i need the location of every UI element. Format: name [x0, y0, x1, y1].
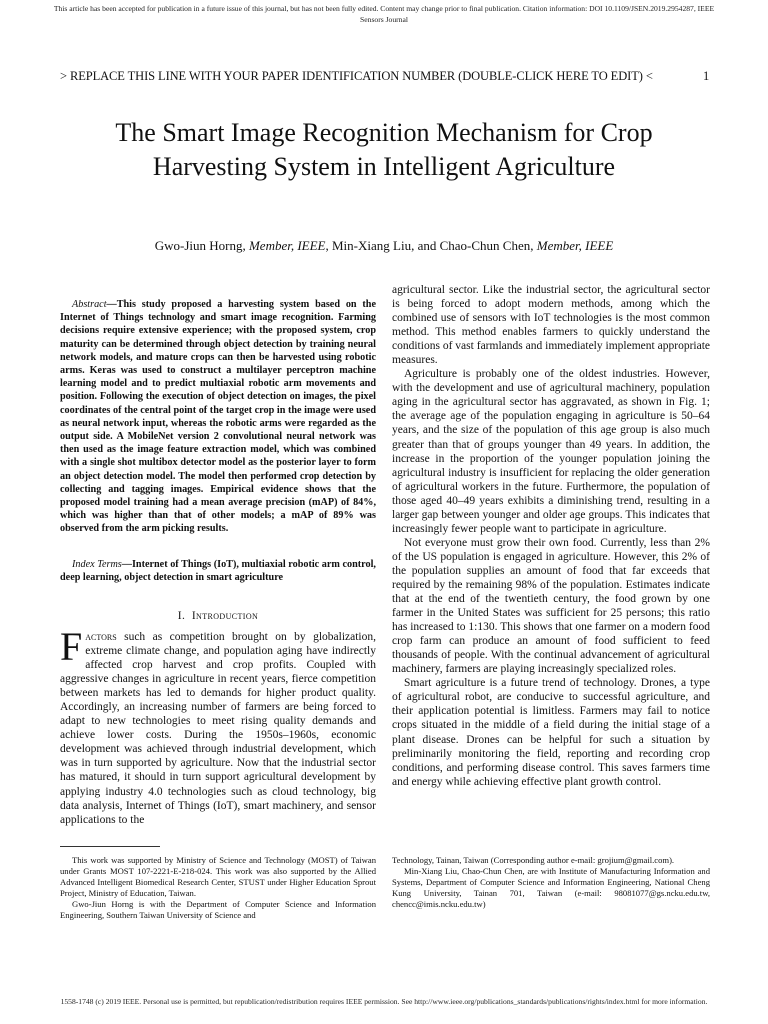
- abstract-text: —This study proposed a harvesting system based on the Internet of Things technology and smart image recognition. Farming decisions require extensive experience; with the proposed system, crop maturity can be determined through object detection by training neural network models, and mature crops can then be harvested using robotic arms. Keras was used to construct a multilayer perceptron machine learning model and to predict multiaxial robotic arm movements and position. Following the execution of object detection on images, the pixel coordinates of the central point of the target crop in the image were used as neural network input, whereas the robotic arms were regarded as the output side. A MobileNet version 2 convolutional neural network was then used as the image feature extraction model, which was combined with a single shot multibox detector model as the posterior layer to form an object detection model. The model then performed crop detection by collecting and tagging images. Empirical evidence shows that the proposed model training had a mean average precision (mAP) of 84%, which was higher than that of other models; a mAP of 89% was observed from the arm picking results.: [60, 299, 376, 535]
- footnote-rule: [60, 846, 160, 847]
- paragraph-4: Smart agriculture is a future trend of technology. Drones, a type of agricultural robot, are conducive to successful agriculture, and their application potential is limitless. Farmers may fail to notice crops situated in the middle of a field during the initial stage of a plant disease. Drones can be helpful for such a situation by preliminarily monitoring the field, reporting and recording crop conditions, and performing disease control. This saves farmers time and energy while achieving effective plant growth control.: [392, 677, 710, 788]
- author-1-membership: Member, IEEE: [248, 238, 326, 253]
- index-terms: [60, 558, 376, 584]
- author-3-membership: Member, IEEE: [536, 238, 614, 253]
- publication-notice: [20, 3, 748, 25]
- section-title: Introduction: [191, 610, 259, 622]
- author-1: Gwo-Jiun Horng,: [154, 238, 249, 253]
- drop-cap: F: [60, 624, 83, 669]
- paragraph-2: Agriculture is probably one of the oldest industries. However, with the development and use of agricultural machinery, population aging in the agricultural sector has aggravated, as shown in Fig. 1; the average age of the population engaging in agriculture is 50–64 years, and the size of the population of this age group is also much greater than that of groups younger than 49 years. In addition, the increase in the proportion of the younger population joining the agricultural industry is insufficient for replacing the older generation of agricultural workers in the future. Furthermore, the population of those aged 40–49 years exhibits a diminishing trend, resulting in a larger gap between younger and older age groups. This indicates that increasingly fewer people want to participate in agriculture.: [392, 368, 710, 535]
- page-number: 1: [703, 69, 710, 83]
- paragraph-3: Not everyone must grow their own food. Currently, less than 2% of the US population is engaged in agriculture. However, this 2% of the population supplies an amount of food that far exceeds that required by the remaining 98% of the population. Estimates indicate that at the end of the twentieth century, the food grown by one farmer in the United States was sufficient for 25 persons; this ratio has increased to 1:130. This shows that one farmer on a modern food crop farm can produce an amount of food sufficient to feed thousands of people. With the continual advancement of agricultural machinery, farmers are playing increasingly specialized roles.: [392, 536, 710, 676]
- author-line: [60, 238, 708, 254]
- publication-notice-line1: This article has been accepted for publication in a future issue of this journal, but has not been fully edited. Content may change prior to final publication. Citation information: DOI 10.1109/JSEN.2019.2954287, IEEE: [53, 4, 715, 13]
- footnote-right: [392, 855, 710, 910]
- copyright-notice: 1558-1748 (c) 2019 IEEE. Personal use is permitted, but republication/redistribution requires IEEE permission. See http://www.ieee.org/publications_standards/publications/rights/index.html for more information.: [60, 997, 708, 1006]
- author-2-3: , Min-Xiang Liu, and Chao-Chun Chen,: [325, 238, 537, 253]
- affiliation-footnote-2: Min-Xiang Liu, Chao-Chun Chen, are with Institute of Manufacturing Information and Systems, Department of Computer Science and Information Engineering, National Cheng Kung University, Tainan 701, Taiwan (e-mail: 98081077@gs.ncku.edu.tw, chencc@imis.ncku.edu.tw): [392, 866, 710, 909]
- index-terms-text: —Internet of Things (IoT), multiaxial robotic arm control, deep learning, object detection in smart agriculture: [60, 559, 376, 584]
- first-word: actors: [85, 631, 117, 643]
- index-terms-label: Index Terms: [72, 559, 122, 570]
- section-heading-introduction: [60, 610, 376, 622]
- paragraph-1: agricultural sector. Like the industrial sector, the agricultural sector is being forced to adopt modern methods, among which the combined use of sensors with IoT technologies is the most common method. This method enables farmers to quickly understand the conditions of vast farmlands and immediately implement appropriate measures.: [392, 284, 710, 367]
- affiliation-footnote-1: Gwo-Jiun Horng is with the Department of Computer Science and Information Engineering, Southern Taiwan University of Science and: [60, 899, 376, 920]
- right-column-body: [392, 283, 710, 789]
- affiliation-footnote-1-cont: Technology, Tainan, Taiwan (Corresponding author e-mail: grojium@gmail.com).: [392, 855, 675, 865]
- abstract-label: Abstract: [72, 299, 107, 310]
- publication-notice-line2: Sensors Journal: [360, 15, 408, 24]
- funding-footnote: This work was supported by Ministry of Science and Technology (MOST) of Taiwan under Grants MOST 107-2221-E-218-024. This work was also supported by the Allied Advanced Intelligent Biomedical Research Center, STUST under Higher Education Sprout Project, Ministry of Education, Taiwan.: [60, 855, 376, 898]
- section-numeral: I.: [177, 610, 186, 622]
- paper-title: The Smart Image Recognition Mechanism for Crop Harvesting System in Intelligent Agriculture: [115, 118, 653, 181]
- introduction-text: such as competition brought on by globalization, extreme climate change, and population aging have indirectly affected crop harvest and crop profits. Coupled with aggressive changes in agriculture in recent years, fierce competition between markets has led to demands for higher product quality. Accordingly, an increasing number of farmers are being forced to adapt to new technologies to meet rising quality demands and achieve lower costs. During the 1950s–1960s, economic development was achieved through industrial development, which was in turn supported by agriculture. Now that the industrial sector has matured, it should in turn support agricultural development by applying industry 4.0 technologies such as cloud technology, big data analysis, Internet of Things (IoT), smart machinery, and sensor applications to the: [60, 631, 376, 826]
- running-head: > REPLACE THIS LINE WITH YOUR PAPER IDENTIFICATION NUMBER (DOUBLE-CLICK HERE TO EDIT) <: [60, 69, 653, 83]
- introduction-paragraph: [60, 624, 376, 827]
- footnote-left: [60, 855, 376, 921]
- abstract: [60, 298, 376, 536]
